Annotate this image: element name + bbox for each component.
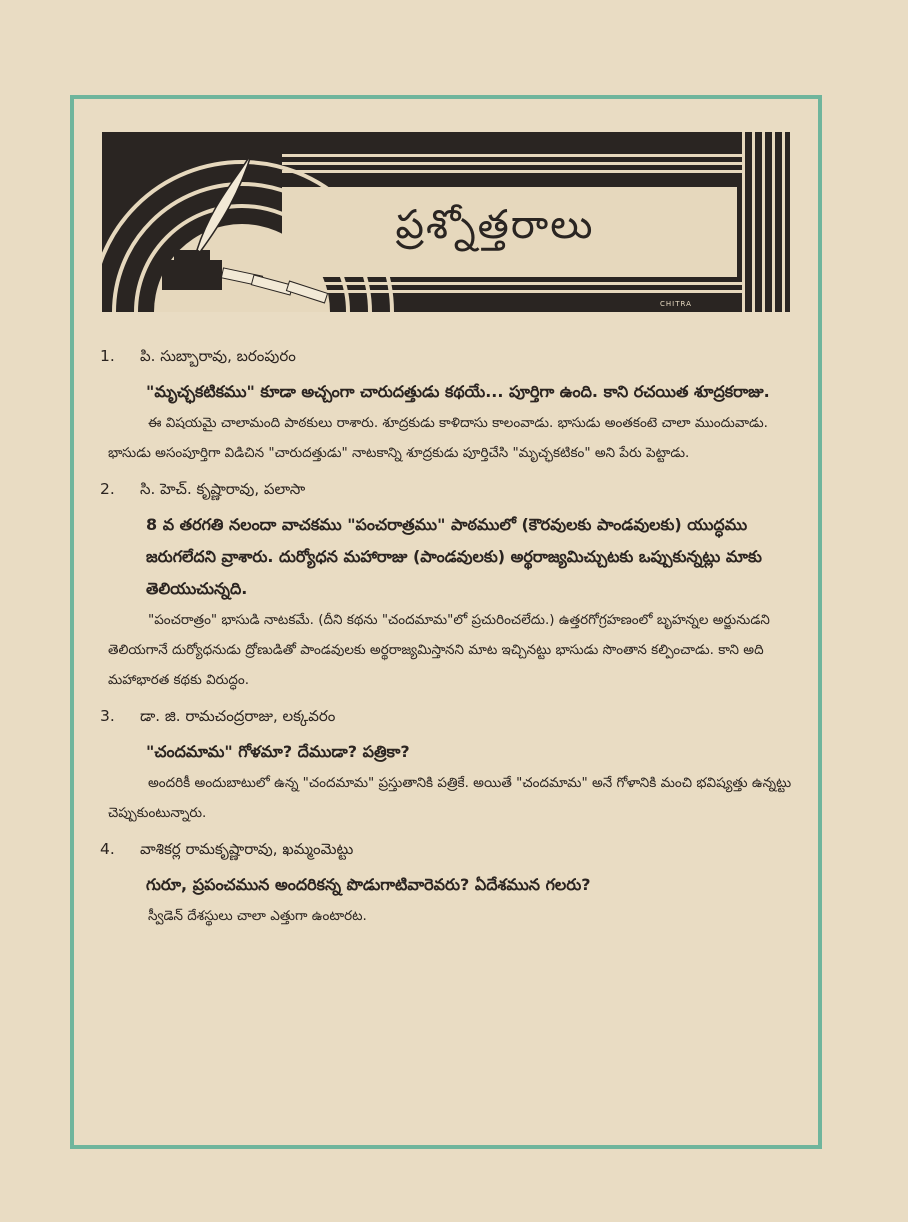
question-header	[100, 341, 800, 372]
answer-text: "పంచరాత్రం" భాసుడి నాటకమే. (దీని కథను "చందమామ"లో ప్రచురించలేదు.) ఉత్తరగోగ్రహణంలో బృహన్నల అర్జునుడని తెలియగానే దుర్యోధనుడు ద్రోణుడితో పాండవులకు అర్థరాజ్యమిస్తానని మాట ఇచ్చినట్టు భాసుడు సొంతాన కల్పించాడు. కాని అది మహాభారత కథకు విరుద్ధం.	[108, 612, 770, 688]
question-number: 1.	[100, 347, 115, 365]
answer-text: స్వీడెన్ దేశస్థులు చాలా ఎత్తుగా ఉంటారట.	[148, 908, 367, 924]
question-text: గురూ, ప్రపంచమున అందరికన్న పొడుగాటివారెవరు? ఏదేశమున గలరు?	[146, 875, 591, 894]
qa-list	[100, 335, 800, 937]
qa-item	[100, 474, 800, 695]
answer-text: అందరికీ అందుబాటులో ఉన్న "చందమామ" ప్రస్తుతానికి పత్రికే. అయితే "చందమామ" అనే గోళానికి మంచి భవిష్యత్తు ఉన్నట్టు చెప్పుకుంటున్నారు.	[108, 775, 792, 821]
question-header	[100, 701, 800, 732]
question-text: "చందమామ" గోళమా? దేముడా? పత్రికా?	[146, 742, 410, 761]
page-title: ప్రశ్నోత్తరాలు	[395, 202, 595, 248]
questioner-name: సి. హెచ్. కృష్ణారావు, పలాసా	[140, 480, 306, 498]
question-text: "మృచ్ఛకటికము" కూడా అచ్చంగా చారుదత్తుడు కథయే... పూర్తిగా ఉంది. కాని రచయిత శూద్రకరాజు.	[146, 382, 770, 401]
questioner-name: డా. జి. రామచంద్రరాజు, లక్కవరం	[140, 707, 336, 725]
qa-item	[100, 341, 800, 468]
questioner-name: వాశికర్ల రామకృష్ణారావు, ఖమ్మంమెట్టు	[140, 840, 354, 858]
questioner-name: పి. సుబ్బారావు, బరంపురం	[140, 347, 296, 365]
qa-item	[100, 834, 800, 931]
question-text: 8 వ తరగతి నలందా వాచకము "పంచరాత్రము" పాఠములో (కౌరవులకు పాండవులకు) యుద్ధము జరుగలేదని వ్రాశారు. దుర్యోధన మహారాజు (పాండవులకు) అర్థరాజ్యమిచ్చుటకు ఒప్పుకున్నట్లు మాకు తెలియుచున్నది.	[146, 515, 762, 598]
question-header	[100, 834, 800, 865]
question-number: 4.	[100, 840, 115, 858]
qa-item	[100, 701, 800, 828]
question-header	[100, 474, 800, 505]
question-number: 2.	[100, 480, 115, 498]
artist-signature: CHITRA	[660, 300, 692, 308]
question-number: 3.	[100, 707, 115, 725]
answer-text: ఈ విషయమై చాలామంది పాఠకులు రాశారు. శూద్రకుడు కాళిదాసు కాలంవాడు. భాసుడు అంతకంటె చాలా ముందువాడు. భాసుడు అసంపూర్తిగా విడిచిన "చారుదత్తుడు" నాటకాన్ని శూద్రకుడు పూర్తిచేసి "మృచ్ఛకటికం" అని పేరు పెట్టాడు.	[108, 415, 768, 461]
